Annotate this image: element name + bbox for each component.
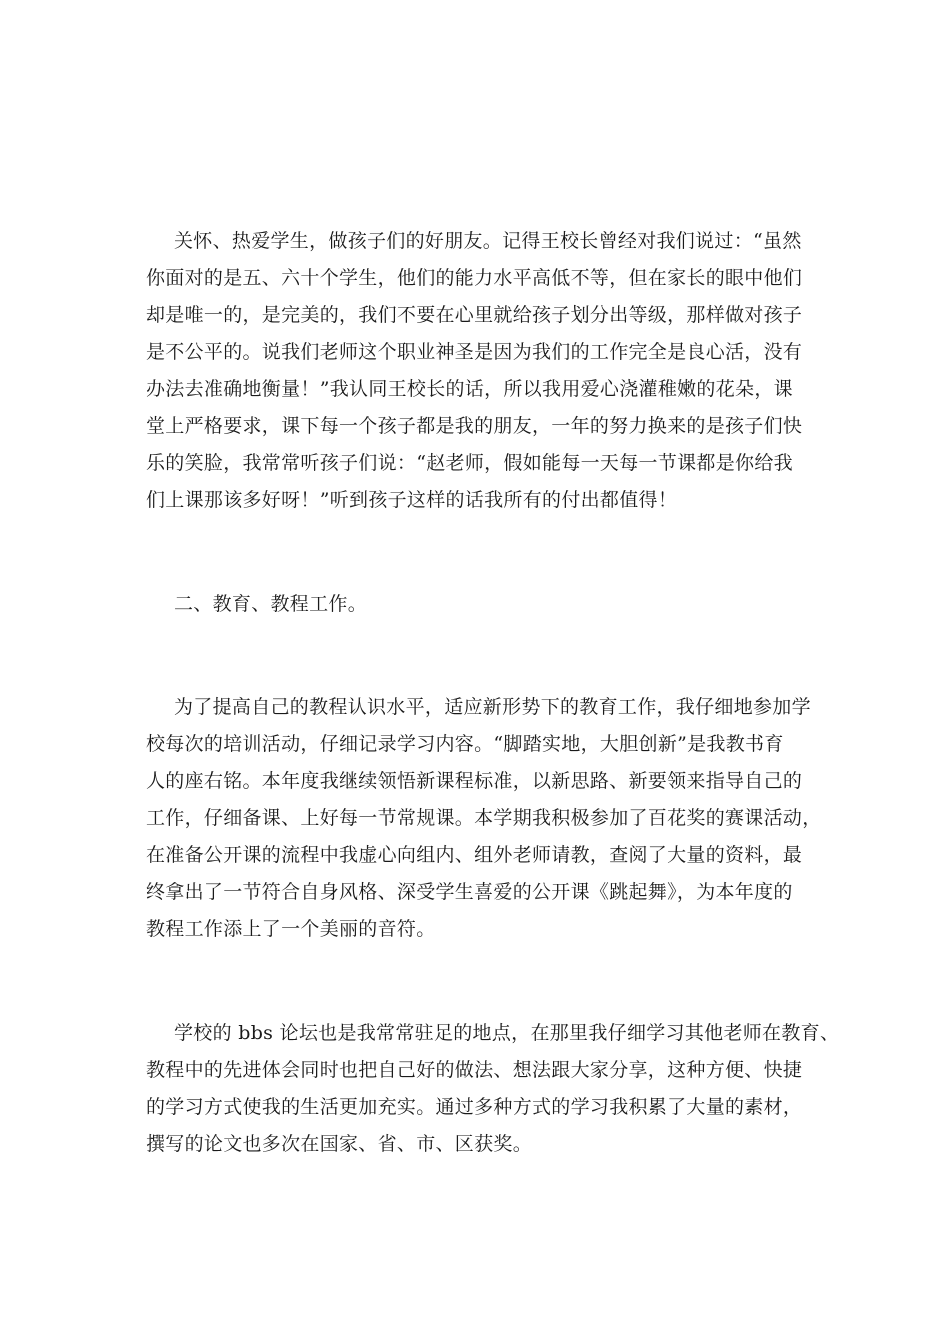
text-line: 们上课那该多好呀！”听到孩子这样的话我所有的付出都值得！	[146, 489, 678, 511]
text-line: 教程工作添上了一个美丽的音符。	[146, 918, 436, 940]
text-line: 为了提高自己的教程认识水平，适应新形势下的教育工作，我仔细地参加学	[174, 696, 811, 718]
text-line: 撰写的论文也多次在国家、省、市、区获奖。	[146, 1133, 533, 1155]
text-line: 办法去准确地衡量！”我认同王校长的话，所以我用爱心浇灌稚嫩的花朵，课	[146, 378, 793, 400]
text-line: 是不公平的。说我们老师这个职业神圣是因为我们的工作完全是良心活，没有	[146, 341, 803, 363]
text-line: 学校的 bbs 论坛也是我常常驻足的地点，在那里我仔细学习其他老师在教育、	[174, 1022, 840, 1044]
text-line: 教程中的先进体会同时也把自己好的做法、想法跟大家分享，这种方便、快捷	[146, 1059, 803, 1081]
text-line: 校每次的培训活动，仔细记录学习内容。“脚踏实地，大胆创新”是我教书育	[146, 733, 784, 755]
text-line: 的学习方式使我的生活更加充实。通过多种方式的学习我积累了大量的素材，	[146, 1096, 803, 1118]
text-line: 在准备公开课的流程中我虚心向组内、组外老师请教，查阅了大量的资料，最	[146, 844, 803, 866]
text-line: 人的座右铭。本年度我继续领悟新课程标准，以新思路、新要领来指导自己的	[146, 770, 803, 792]
text-line: 关怀、热爱学生，做孩子们的好朋友。记得王校长曾经对我们说过：“虽然	[174, 230, 802, 252]
text-line: 乐的笑脸，我常常听孩子们说：“赵老师，假如能每一天每一节课都是你给我	[146, 452, 793, 474]
text-line: 工作，仔细备课、上好每一节常规课。本学期我积极参加了百花奖的赛课活动，	[146, 807, 822, 829]
text-line: 终拿出了一节符合自身风格、深受学生喜爱的公开课《跳起舞》，为本年度的	[146, 881, 793, 903]
text-line: 堂上严格要求，课下每一个孩子都是我的朋友，一年的努力换来的是孩子们快	[146, 415, 803, 437]
section-heading-text: 二、教育、教程工作。	[174, 593, 368, 615]
text-line: 却是唯一的，是完美的，我们不要在心里就给孩子划分出等级，那样做对孩子	[146, 304, 803, 326]
text-line: 你面对的是五、六十个学生，他们的能力水平高低不等，但在家长的眼中他们	[146, 267, 803, 289]
